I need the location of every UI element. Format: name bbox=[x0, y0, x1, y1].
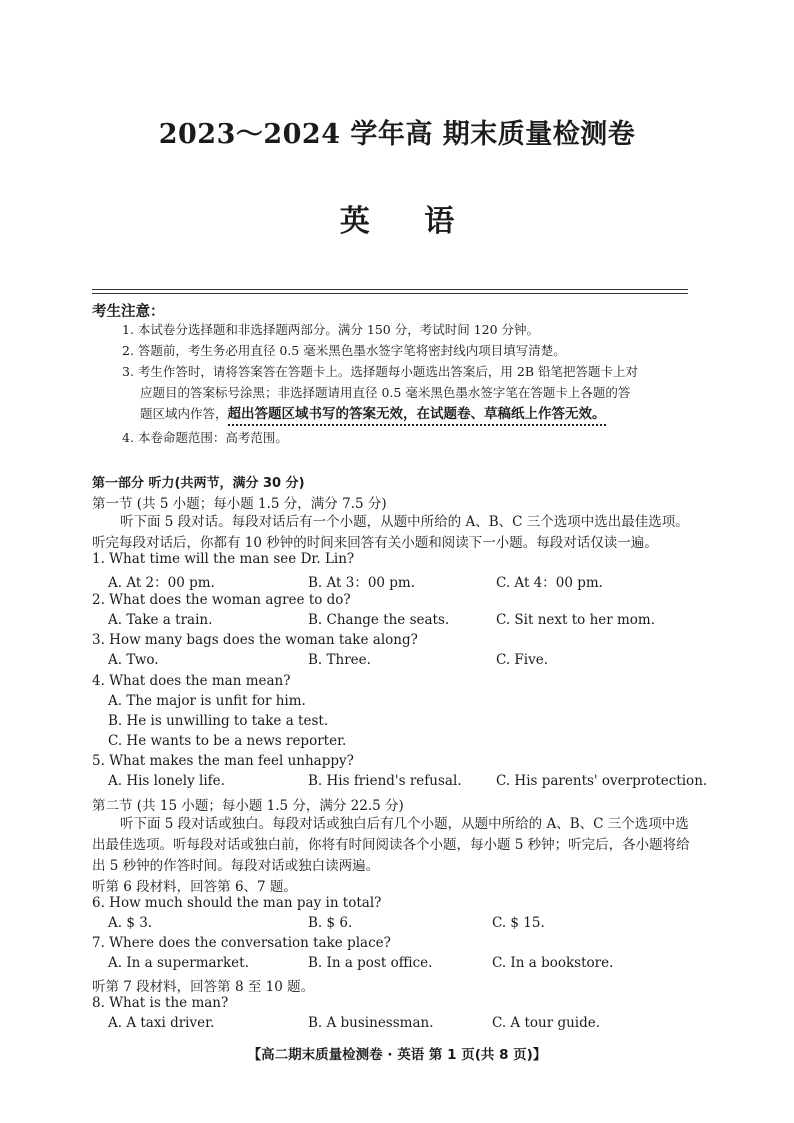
question-1-option-a: A. At 2：00 pm. bbox=[108, 575, 215, 591]
question-7-option-b: B. In a post office. bbox=[308, 955, 433, 971]
page-footer: 【高二期末质量检测卷 · 英语 第 1 页(共 8 页)】 bbox=[247, 1047, 547, 1063]
question-5: 5. What makes the man feel unhappy? bbox=[92, 753, 354, 769]
material-6-label: 听第 6 段材料，回答第 6、7 题。 bbox=[92, 879, 297, 895]
question-3-option-a: A. Two. bbox=[108, 652, 159, 668]
question-5-option-c: C. His parents' overprotection. bbox=[496, 773, 708, 789]
question-7: 7. Where does the conversation take place? bbox=[92, 935, 391, 951]
question-4: 4. What does the man mean? bbox=[92, 673, 291, 689]
notice-item-3-line-1: 3. 考生作答时，请将答案答在答题卡上。选择题每小题选出答案后，用 2B 铅笔把答题卡上对 bbox=[122, 364, 638, 379]
notice-item-1: 1. 本试卷分选择题和非选择题两部分。满分 150 分，考试时间 120 分钟。 bbox=[122, 322, 540, 337]
question-2-option-c: C. Sit next to her mom. bbox=[496, 612, 656, 628]
question-7-option-a: A. In a supermarket. bbox=[108, 955, 249, 971]
question-8: 8. What is the man? bbox=[92, 995, 229, 1011]
section1-instructions: 听下面 5 段对话。每段对话后有一个小题，从题中所给的 A、B、C 三个选项中选出最佳选项。听完每段对话后，你都有 10 秒钟的时间来回答有关小题和阅读下一小题。每段对话仅读一遍。 bbox=[92, 514, 689, 551]
question-8-option-c: C. A tour guide. bbox=[492, 1015, 601, 1031]
notice-item-3-line-3 bbox=[140, 404, 606, 424]
notice-title: 考生注意： bbox=[92, 304, 165, 320]
question-6-option-c: C. $ 15. bbox=[492, 915, 545, 931]
question-8-option-b: B. A businessman. bbox=[308, 1015, 434, 1031]
material-7-label: 听第 7 段材料，回答第 8 至 10 题。 bbox=[92, 979, 315, 995]
subject-title bbox=[0, 196, 794, 240]
notice-item-3-emphasis: 超出答题区域书写的答案无效，在试题卷、草稿纸上作答无效。 bbox=[228, 406, 606, 426]
notice-item-3-line-2: 应题目的答案标号涂黑；非选择题请用直径 0.5 毫米黑色墨水签字笔在答题卡上各题的答 bbox=[140, 385, 631, 400]
divider-top bbox=[92, 289, 688, 290]
subject-char-2: 语 bbox=[424, 204, 455, 239]
question-4-option-c: C. He wants to be a news reporter. bbox=[108, 733, 347, 749]
question-4-option-a: A. The major is unfit for him. bbox=[108, 693, 306, 709]
question-5-option-b: B. His friend's refusal. bbox=[308, 773, 462, 789]
question-2-option-b: B. Change the seats. bbox=[308, 612, 450, 628]
question-3: 3. How many bags does the woman take along? bbox=[92, 632, 418, 648]
question-8-option-a: A. A taxi driver. bbox=[108, 1015, 215, 1031]
question-2: 2. What does the woman agree to do? bbox=[92, 592, 351, 608]
question-6-option-b: B. $ 6. bbox=[308, 915, 353, 931]
question-2-option-a: A. Take a train. bbox=[108, 612, 213, 628]
notice-item-3-plain: 题区域内作答， bbox=[140, 406, 228, 421]
notice-item-2: 2. 答题前，考生务必用直径 0.5 毫米黑色墨水签字笔将密封线内项目填写清楚。 bbox=[122, 343, 566, 358]
question-3-option-b: B. Three. bbox=[308, 652, 371, 668]
part1-heading: 第一部分 听力(共两节，满分 30 分) bbox=[92, 476, 305, 491]
question-4-option-b: B. He is unwilling to take a test. bbox=[108, 713, 329, 729]
section1-heading: 第一节 (共 5 小题；每小题 1.5 分，满分 7.5 分) bbox=[92, 496, 387, 512]
section2-instructions: 听下面 5 段对话或独白。每段对话或独白后有几个小题，从题中所给的 A、B、C 三个选项中选出最佳选项。听每段对话或独白前，你将有时间阅读各个小题，每小题 5 秒钟；听完后，各小题将给出 5 秒钟的作答时间。每段对话或独白读两遍。 bbox=[92, 816, 690, 874]
divider-bottom bbox=[92, 293, 688, 294]
question-1-option-c: C. At 4：00 pm. bbox=[496, 575, 603, 591]
question-7-option-c: C. In a bookstore. bbox=[492, 955, 614, 971]
question-5-option-a: A. His lonely life. bbox=[108, 773, 225, 789]
exam-title: 2023～2024 学年高 期末质量检测卷 bbox=[158, 119, 636, 150]
question-1-option-b: B. At 3：00 pm. bbox=[308, 575, 416, 591]
notice-item-4: 4. 本卷命题范围：高考范围。 bbox=[122, 430, 288, 445]
question-6: 6. How much should the man pay in total? bbox=[92, 895, 382, 911]
question-3-option-c: C. Five. bbox=[496, 652, 549, 668]
question-1: 1. What time will the man see Dr. Lin? bbox=[92, 551, 355, 567]
subject-char-1: 英 bbox=[339, 204, 370, 239]
section2-heading: 第二节 (共 15 小题；每小题 1.5 分，满分 22.5 分) bbox=[92, 798, 404, 814]
question-6-option-a: A. $ 3. bbox=[108, 915, 153, 931]
